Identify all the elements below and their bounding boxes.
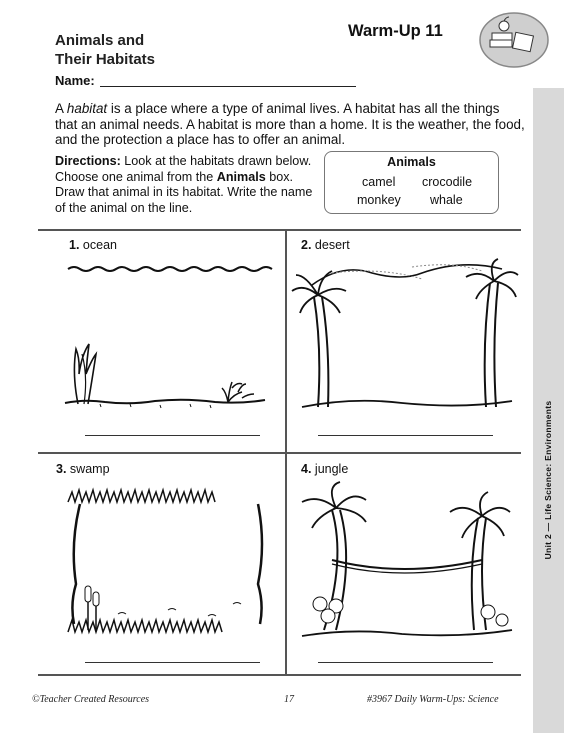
books-and-apple-icon: [474, 12, 548, 68]
jungle-habitat-icon: [292, 480, 520, 650]
ocean-habitat-icon: [60, 258, 275, 418]
jungle-answer-line[interactable]: [318, 662, 493, 663]
panel-ocean-label: 1. ocean: [69, 238, 117, 252]
directions-label: Directions:: [55, 154, 121, 168]
animal-whale: whale: [430, 193, 463, 207]
grid-top-border: [38, 229, 521, 231]
ocean-answer-line[interactable]: [85, 435, 260, 436]
footer-copyright: ©Teacher Created Resources: [32, 694, 150, 705]
name-input-line[interactable]: [100, 86, 356, 87]
grid-bottom-border: [38, 674, 521, 676]
swamp-habitat-icon: [58, 482, 273, 642]
footer-page-number: 17: [284, 694, 294, 705]
footer-book-title: #3967 Daily Warm-Ups: Science: [367, 694, 499, 705]
desert-habitat-icon: [292, 255, 520, 425]
page-title: [55, 31, 155, 69]
intro-text-rest: is a place where a type of animal lives. A habitat has all the things that an animal needs. A habitat is more than a home. It is the weather, the food, and the protection a place has to offer an animal.: [55, 101, 525, 148]
intro-text-start: A: [55, 101, 67, 116]
directions-text-1: Look at the habitats drawn below. Choose one animal from the: [55, 154, 312, 184]
side-strip-label: Unit 2 — Life Science: Environments: [543, 400, 553, 560]
animals-box: [324, 151, 499, 214]
panel-desert-label: 2. desert: [301, 238, 350, 252]
warmup-label: Warm-Up 11: [348, 22, 443, 40]
panel-jungle-label: 4. jungle: [301, 462, 349, 476]
panel-swamp-label: 3. swamp: [56, 462, 110, 476]
directions-bold-word: Animals: [216, 169, 266, 184]
intro-emphasis: habitat: [66, 101, 108, 116]
grid-middle-border: [38, 452, 521, 454]
title-line-1: Animals and: [55, 32, 145, 49]
animal-monkey: monkey: [357, 193, 401, 207]
swamp-answer-line[interactable]: [85, 662, 260, 663]
title-line-2: Their Habitats: [55, 51, 156, 68]
animals-box-title: Animals: [387, 155, 436, 169]
name-label: Name:: [55, 73, 95, 88]
directions-paragraph: [55, 154, 325, 216]
animal-camel: camel: [362, 175, 396, 189]
directions-text-2: box. Draw that animal in its habitat. Write the name of the animal on the line.: [55, 169, 313, 215]
animal-crocodile: crocodile: [422, 175, 473, 189]
desert-answer-line[interactable]: [318, 435, 493, 436]
grid-vertical-divider: [285, 229, 287, 676]
intro-paragraph: [55, 101, 525, 148]
